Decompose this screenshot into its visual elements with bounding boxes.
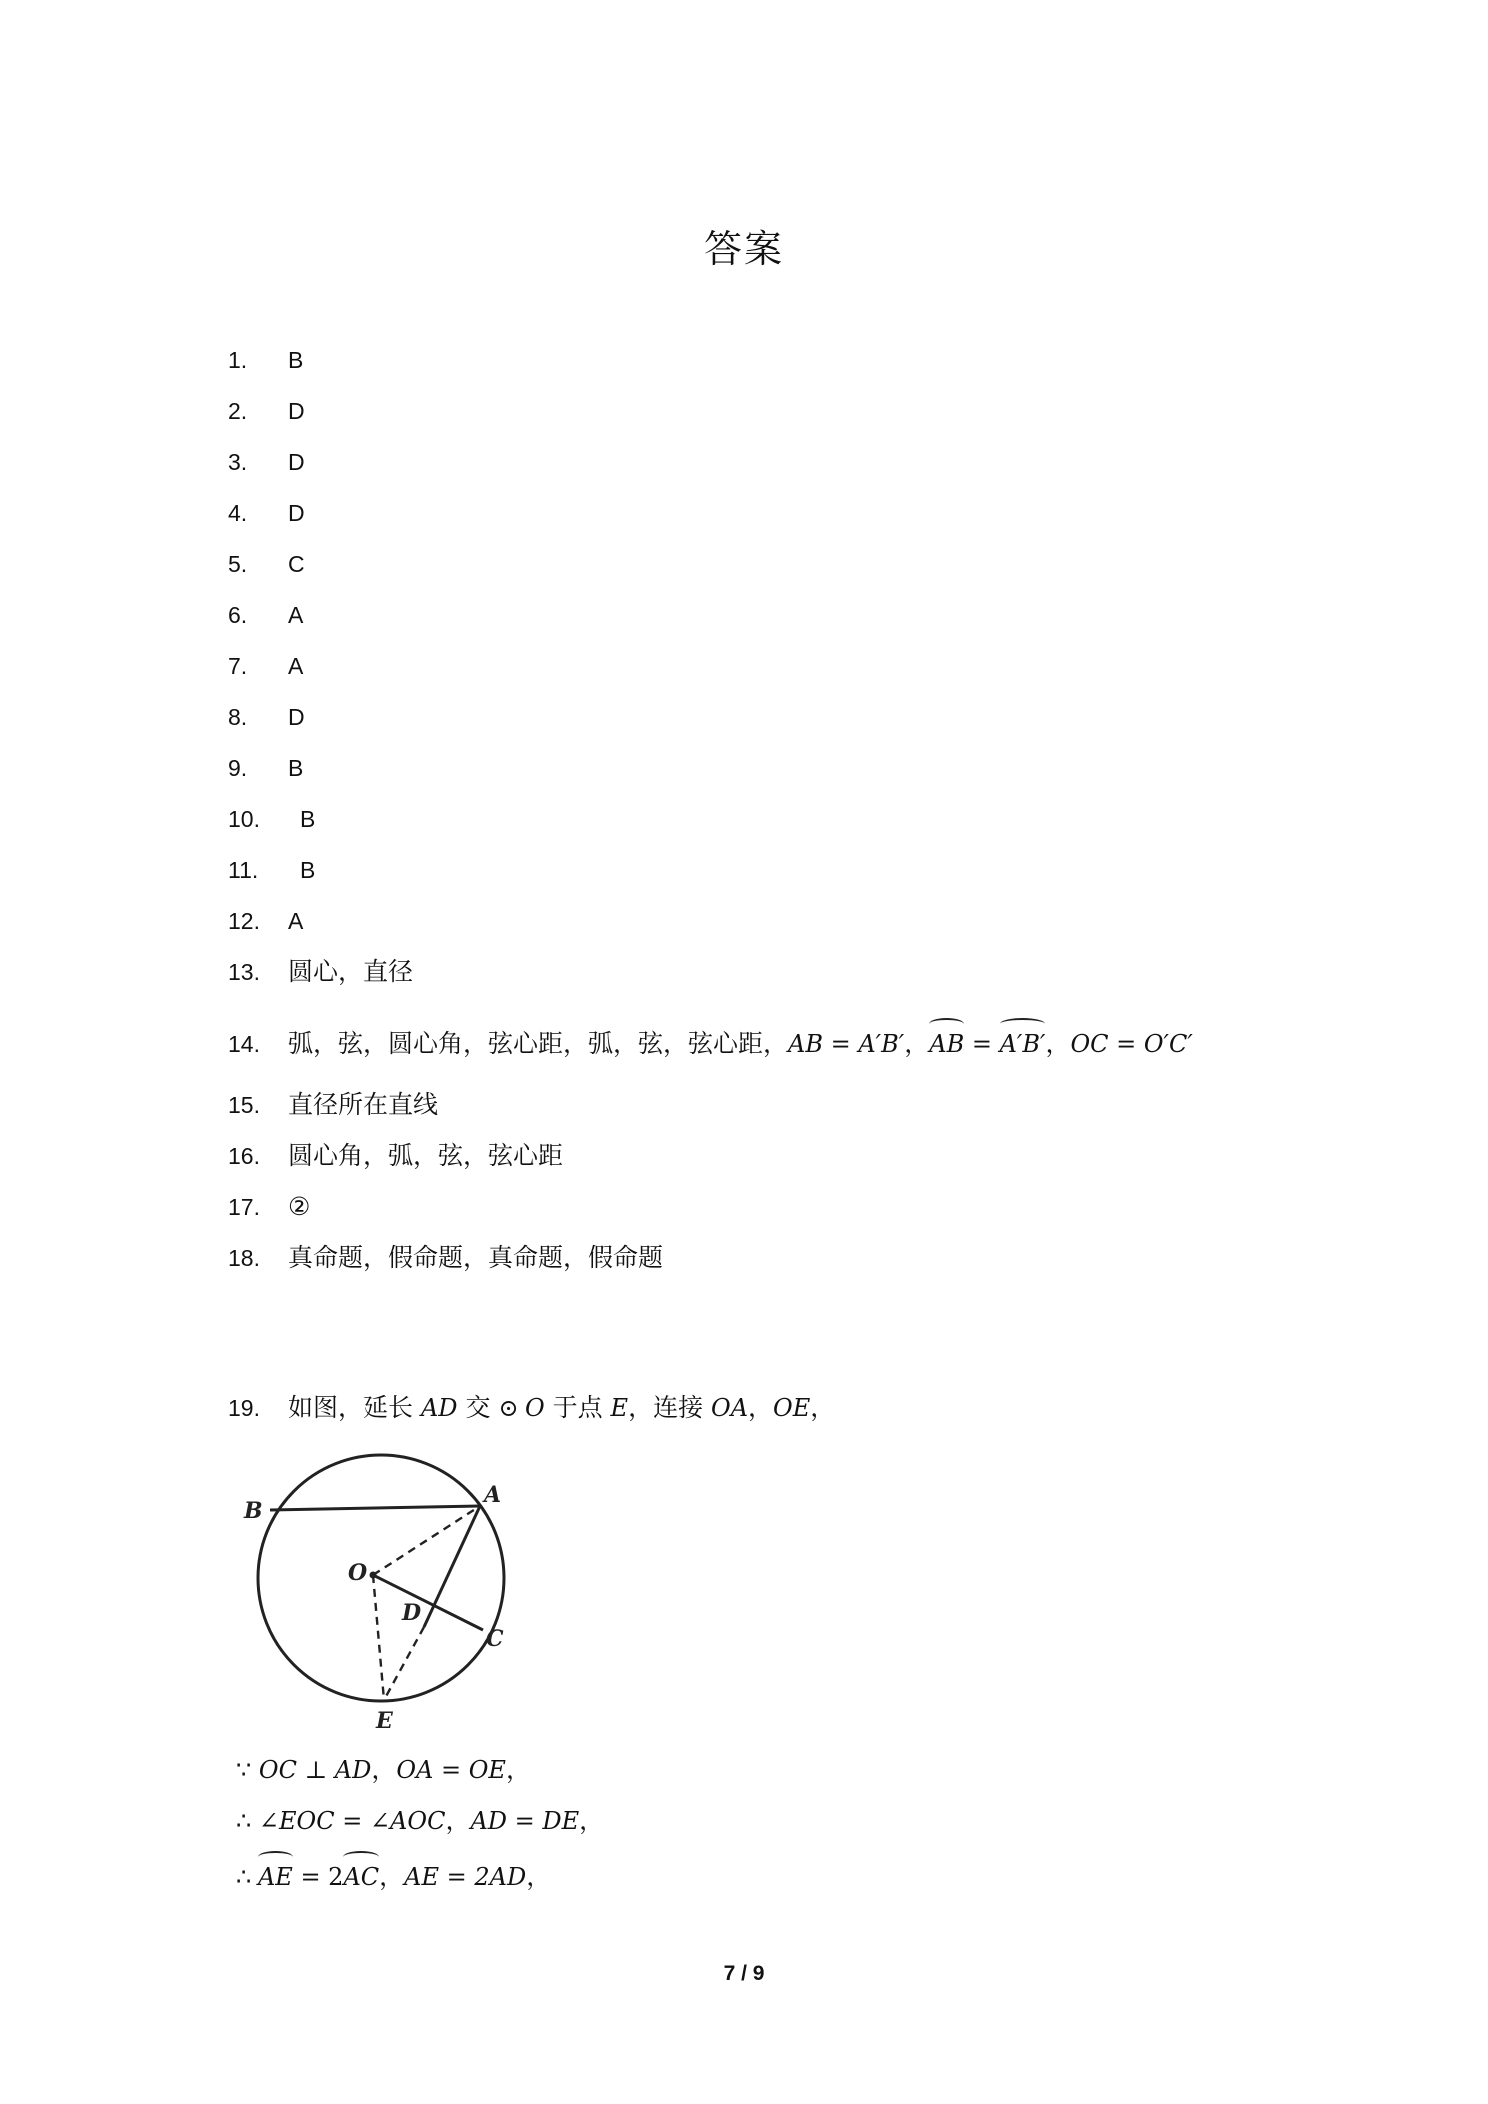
label-c: C <box>486 1626 504 1652</box>
answer-text: 弧，弦，圆心角，弦心距，弧，弦，弦心距， <box>288 1029 789 1058</box>
separator: ， <box>748 1393 774 1422</box>
answer-item <box>228 1238 663 1278</box>
separator: ， <box>810 1393 836 1422</box>
answer-number: 6. <box>228 602 248 628</box>
answer-number: 8. <box>228 704 248 730</box>
answer-number: 19. <box>228 1395 260 1421</box>
answer-text: D <box>288 398 305 424</box>
answer-text: B <box>288 755 304 781</box>
circle-geometry-figure <box>236 1450 526 1740</box>
therefore-symbol-icon: ∴ <box>236 1807 252 1835</box>
intro-text: 如图，延长 <box>288 1393 421 1422</box>
answer-text: B <box>300 806 316 832</box>
equation-distance: OC = O′C′ <box>1070 1030 1193 1058</box>
math-expression: ∠EOC = ∠AOC <box>251 1807 446 1835</box>
answer-text: 直径所在直线 <box>288 1090 439 1119</box>
label-b: B <box>244 1498 263 1524</box>
separator: ， <box>505 1755 531 1784</box>
page-number: 7 / 9 <box>723 1962 765 1985</box>
answer-number: 11. <box>228 857 259 883</box>
math-expression: OC ⊥ AD <box>251 1756 372 1784</box>
center-dot <box>370 1572 377 1579</box>
answer-item <box>228 799 315 839</box>
answer-item <box>228 442 305 482</box>
answer-item <box>228 748 303 788</box>
arc-a-prime-b-prime: A′B′ <box>1000 1024 1046 1064</box>
answer-text: D <box>288 704 305 730</box>
proof-step-3 <box>236 1857 551 1898</box>
answer-number: 13. <box>228 959 260 985</box>
page-title: 答案 <box>703 227 784 271</box>
point-e: E <box>610 1394 629 1422</box>
because-symbol-icon: ∵ <box>236 1756 252 1784</box>
answer-item <box>228 952 413 992</box>
answer-item <box>228 1187 310 1227</box>
arc-ab: AB <box>929 1024 964 1064</box>
math-expression: OA = OE <box>396 1756 506 1784</box>
answer-text: B <box>300 857 316 883</box>
answer-text: A <box>288 908 304 934</box>
answer-number: 5. <box>228 551 248 577</box>
answer-item <box>228 391 305 431</box>
answer-number: 3. <box>228 449 248 475</box>
label-e: E <box>376 1708 393 1734</box>
answer-item <box>228 493 305 533</box>
answer-item <box>228 544 305 584</box>
label-o: O <box>348 1560 368 1586</box>
answer-text: 圆心角，弧，弦，弦心距 <box>288 1141 564 1170</box>
separator: ， <box>904 1029 930 1058</box>
answer-number: 2. <box>228 398 248 424</box>
intro-text: ，连接 <box>628 1393 712 1422</box>
segment-de <box>384 1627 424 1700</box>
answer-item <box>228 646 303 686</box>
segment-ac <box>424 1506 480 1627</box>
math-expression: = 2 <box>292 1863 344 1891</box>
answer-number: 9. <box>228 755 248 781</box>
equation-chord: AB = A′B′ <box>788 1030 905 1058</box>
math-expression: AE = 2AD <box>404 1863 527 1891</box>
separator: ， <box>379 1862 405 1891</box>
therefore-symbol-icon: ∴ <box>236 1863 252 1891</box>
answer-number: 1. <box>228 347 248 373</box>
answer-text: A <box>288 602 304 628</box>
answer-number: 16. <box>228 1143 260 1169</box>
answer-item <box>228 340 303 380</box>
separator: ， <box>445 1806 471 1835</box>
intro-text: 于点 <box>544 1393 611 1422</box>
answer-item <box>228 1024 1193 1064</box>
arc-ae: AE <box>258 1857 293 1897</box>
arc-ac: AC <box>343 1857 379 1897</box>
answer-number: 18. <box>228 1245 260 1271</box>
answer-text: D <box>288 500 305 526</box>
proof-step-2 <box>236 1801 604 1842</box>
circle-symbol-icon: ⊙ <box>498 1394 519 1422</box>
answer-text: A <box>288 653 304 679</box>
answer-text: 圆心，直径 <box>288 957 414 986</box>
answer-text: 真命题，假命题，真命题，假命题 <box>288 1243 664 1272</box>
answer-item <box>228 595 303 635</box>
answer-number: 17. <box>228 1194 260 1220</box>
proof-step-1 <box>236 1750 531 1791</box>
answer-item <box>228 697 305 737</box>
equals-sign: = <box>964 1030 1000 1058</box>
answer-text: B <box>288 347 304 373</box>
segment-oe: OE <box>773 1394 811 1422</box>
answer-number: 4. <box>228 500 248 526</box>
answer-number: 7. <box>228 653 248 679</box>
answer-number: 15. <box>228 1092 260 1118</box>
separator: ， <box>371 1755 397 1784</box>
separator: ， <box>1045 1029 1071 1058</box>
answer-item <box>228 850 315 890</box>
math-expression: AD = DE <box>470 1807 580 1835</box>
label-a: A <box>484 1482 502 1508</box>
answer-text: D <box>288 449 305 475</box>
separator: ， <box>579 1806 605 1835</box>
segment-oa: OA <box>711 1394 749 1422</box>
intro-text: 交 <box>457 1393 499 1422</box>
label-d: D <box>402 1600 422 1626</box>
answer-number: 10. <box>228 806 260 832</box>
point-o: O <box>524 1394 545 1422</box>
segment-oe <box>373 1575 384 1700</box>
answer-text: C <box>288 551 305 577</box>
question-19-intro <box>228 1388 835 1428</box>
answer-item <box>228 1085 438 1125</box>
answer-text: ② <box>288 1192 311 1221</box>
separator: ， <box>526 1862 552 1891</box>
segment-ad: AD <box>420 1394 458 1422</box>
answer-item <box>228 1136 563 1176</box>
answer-number: 12. <box>228 908 260 934</box>
answer-number: 14. <box>228 1031 260 1057</box>
answer-item <box>228 901 303 941</box>
chord-ab <box>270 1506 480 1510</box>
